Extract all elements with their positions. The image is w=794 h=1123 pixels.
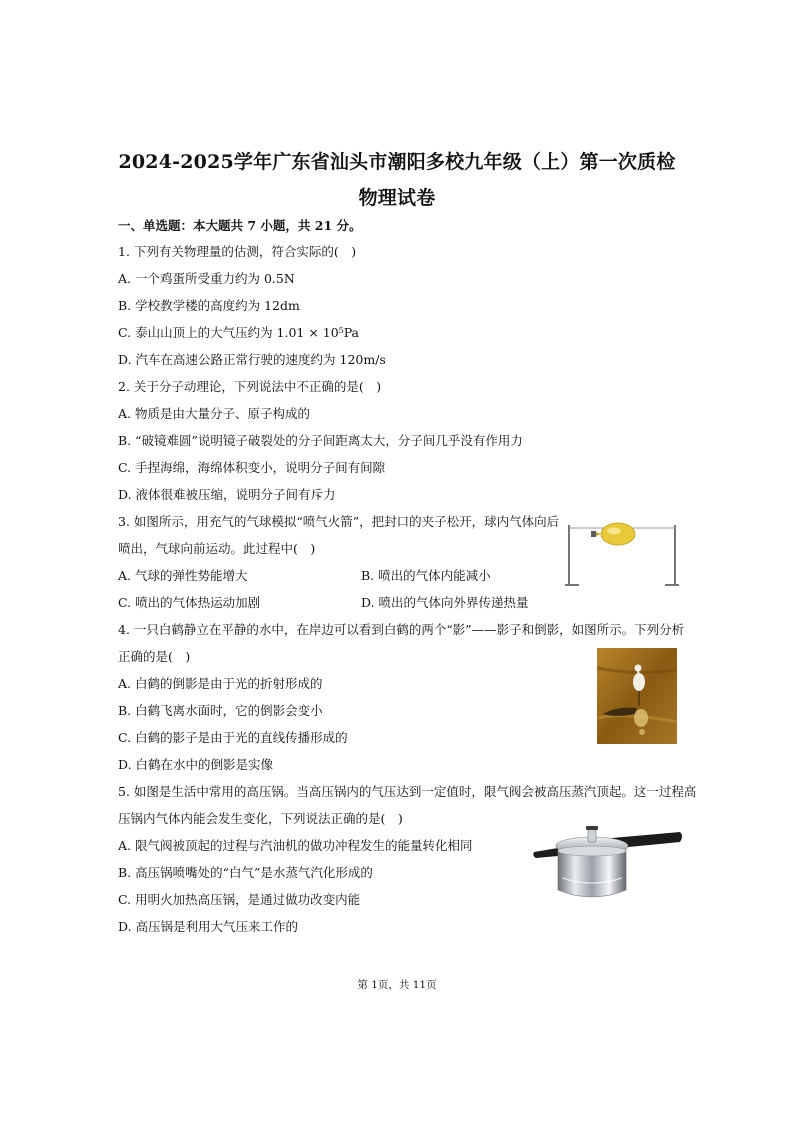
- question-3-option-a: A. 气球的弹性势能增大: [118, 568, 248, 583]
- question-2-stem: 2. 关于分子动理论，下列说法中不正确的是( ): [118, 379, 382, 394]
- exam-title-line1: 2024-2025学年广东省汕头市潮阳多校九年级（上）第一次质检: [118, 151, 676, 173]
- question-1-option-b: B. 学校教学楼的高度约为 12dm: [118, 298, 300, 313]
- question-5-option-b: B. 高压锅喷嘴处的“白气”是水蒸气汽化形成的: [118, 865, 373, 880]
- question-1-option-c: C. 泰山山顶上的大气压约为 1.01 × 10⁵Pa: [118, 325, 360, 340]
- question-4-option-d: D. 白鹤在水中的倒影是实像: [118, 757, 274, 772]
- section-heading: 一、单选题：本大题共 7 小题，共 21 分。: [118, 218, 362, 233]
- question-4-option-a: A. 白鹤的倒影是由于光的折射形成的: [118, 676, 323, 691]
- question-1-option-a: A. 一个鸡蛋所受重力约为 0.5N: [118, 271, 295, 286]
- question-3-stem-line1: 3. 如图所示，用充气的气球模拟“喷气火箭”，把封口的夹子松开，球内气体向后: [118, 514, 560, 529]
- crane-reflection-figure: [597, 648, 677, 744]
- question-3-option-c: C. 喷出的气体热运动加剧: [118, 595, 261, 610]
- question-1-option-d: D. 汽车在高速公路正常行驶的速度约为 120m/s: [118, 352, 386, 367]
- question-3-option-d: D. 喷出的气体向外界传递热量: [361, 595, 529, 610]
- question-5-option-c: C. 用明火加热高压锅，是通过做功改变内能: [118, 892, 361, 907]
- question-5-option-a: A. 限气阀被顶起的过程与汽油机的做功冲程发生的能量转化相同: [118, 838, 473, 853]
- question-4-stem-line2: 正确的是( ): [118, 649, 191, 664]
- question-5-option-d: D. 高压锅是利用大气压来工作的: [118, 919, 299, 934]
- page-footer: 第 1页，共 11页: [357, 979, 437, 991]
- question-5-stem-line1: 5. 如图是生活中常用的高压锅。当高压锅内的气压达到一定值时，限气阀会被高压蒸汽顶起。这一过程高: [118, 784, 697, 799]
- question-3-stem-line2: 喷出，气球向前运动。此过程中( ): [118, 541, 316, 556]
- question-2-option-a: A. 物质是由大量分子、原子构成的: [118, 406, 310, 421]
- question-4-stem-line1: 4. 一只白鹤静立在平静的水中，在岸边可以看到白鹤的两个“影”——影子和倒影，如图所示。下列分析: [118, 622, 685, 637]
- question-4-option-c: C. 白鹤的影子是由于光的直线传播形成的: [118, 730, 348, 745]
- question-4-option-b: B. 白鹤飞离水面时，它的倒影会变小: [118, 703, 323, 718]
- question-2-option-b: B. “破镜难圆”说明镜子破裂处的分子间距离太大，分子间几乎没有作用力: [118, 433, 523, 448]
- balloon-rocket-figure: [563, 517, 681, 587]
- question-2-option-c: C. 手捏海绵，海绵体积变小，说明分子间有间隙: [118, 460, 386, 475]
- exam-title-line2: 物理试卷: [358, 187, 436, 209]
- pressure-cooker-figure: [530, 818, 684, 906]
- question-1-stem: 1. 下列有关物理量的估测，符合实际的( ): [118, 244, 357, 259]
- question-3-option-b: B. 喷出的气体内能减小: [361, 568, 491, 583]
- question-2-option-d: D. 液体很难被压缩，说明分子间有斥力: [118, 487, 336, 502]
- question-5-stem-line2: 压锅内气体内能会发生变化，下列说法正确的是( ): [118, 811, 403, 826]
